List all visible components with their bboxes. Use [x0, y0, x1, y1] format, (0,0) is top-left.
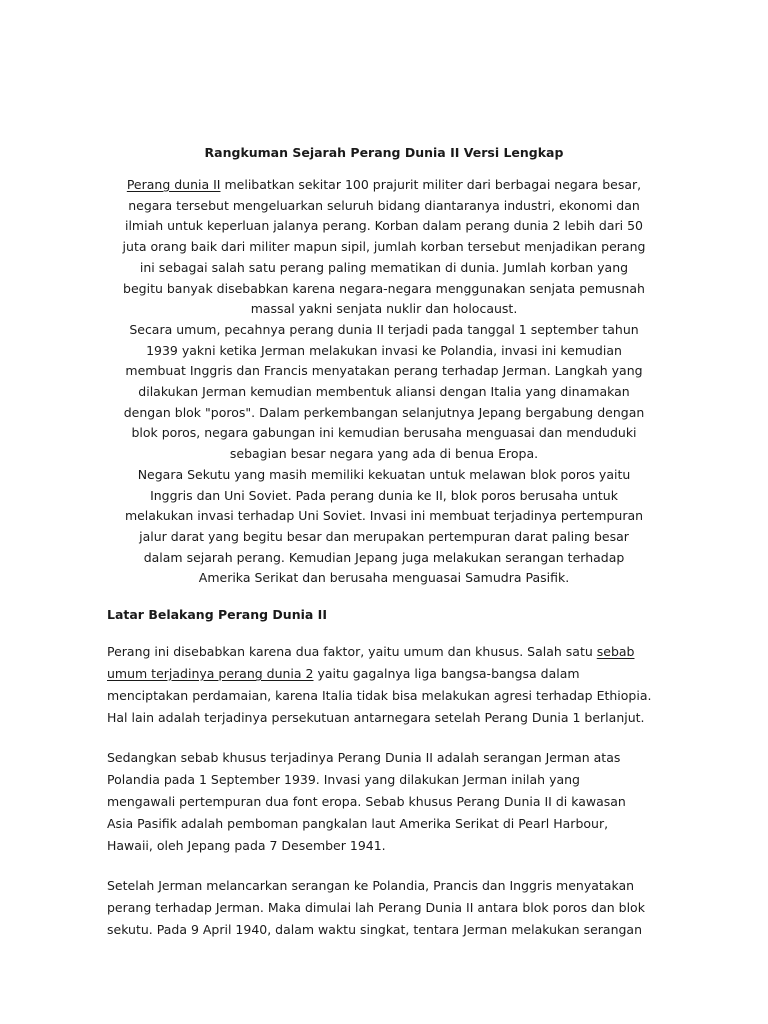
section-paragraph-1-text-b: yaitu gagalnya liga bangsa-bangsa dalam menciptakan perdamaian, karena Italia tidak bisa melakukan agresi terhadap Ethiopia. Hal lain adalah terjadinya persekutuan antarnegara setelah Perang Dunia 1 berlanjut.	[107, 666, 652, 726]
intro-paragraph-2: Secara umum, pecahnya perang dunia II terjadi pada tanggal 1 september tahun 1939 yakni ketika Jerman melakukan invasi ke Polandia, invasi ini kemudian membuat Inggris dan Francis menyatakan perang terhadap Jerman. Langkah yang dilakukan Jerman kemudian membentuk aliansi dengan Italia yang dinamakan dengan blok "poros". Dalam perkembangan selanjutnya Jepang bergabung dengan blok poros, negara gabungan ini kemudian berusaha menguasai dan menduduki sebagian besar negara yang ada di benua Eropa.	[123, 321, 645, 462]
sebab-umum-link[interactable]: sebab umum terjadinya perang dunia 2	[107, 644, 635, 682]
section-paragraph-1	[107, 641, 652, 729]
intro-block	[119, 175, 649, 589]
section-paragraph-2: Sedangkan sebab khusus terjadinya Perang Dunia II adalah serangan Jerman atas Polandia pada 1 September 1939. Invasi yang dilakukan Jerman inilah yang mengawali pertempuran dua font eropa. Sebab khusus Perang Dunia II di kawasan Asia Pasifik adalah pemboman pangkalan laut Amerika Serikat di Pearl Harbour, Hawaii, oleh Jepang pada 7 Desember 1941.	[107, 750, 626, 854]
section-heading: Latar Belakang Perang Dunia II	[107, 607, 327, 623]
section-paragraph-3: Setelah Jerman melancarkan serangan ke Polandia, Prancis dan Inggris menyatakan perang terhadap Jerman. Maka dimulai lah Perang Dunia II antara blok poros dan blok sekutu. Pada 9 April 1940, dalam waktu singkat, tentara Jerman melakukan serangan	[107, 878, 645, 938]
perang-dunia-ii-link[interactable]: Perang dunia II	[126, 177, 221, 192]
intro-paragraph-1	[119, 175, 649, 320]
section-paragraph-1-text-a: Perang ini disebabkan karena dua faktor, yaitu umum dan khusus. Salah satu	[107, 644, 597, 660]
section-body	[107, 641, 652, 941]
intro-paragraph-3: Negara Sekutu yang masih memiliki kekuatan untuk melawan blok poros yaitu Inggris dan Uni Soviet. Pada perang dunia ke II, blok poros berusaha untuk melakukan invasi terhadap Uni Soviet. Invasi ini membuat terjadinya pertempuran jalur darat yang begitu besar dan merupakan pertempuran darat paling besar dalam sejarah perang. Kemudian Jepang juga melakukan serangan terhadap Amerika Serikat dan berusaha menguasai Samudra Pasifik.	[124, 466, 644, 586]
intro-paragraph-1-text: melibatkan sekitar 100 prajurit militer dari berbagai negara besar, negara tersebut mengeluarkan seluruh bidang diantaranya industri, ekonomi dan ilmiah untuk keperluan jalanya perang. Korban dalam perang dunia 2 lebih dari 50 juta orang baik dari militer mapun sipil, jumlah korban tersebut menjadikan perang ini sebagai salah satu perang paling mematikan di dunia. Jumlah korban yang begitu banyak disebabkan karena negara-negara menggunakan senjata pemusnah massal yakni senjata nuklir dan holocaust.	[122, 177, 646, 317]
document-title: Rangkuman Sejarah Perang Dunia II Versi Lengkap	[204, 145, 564, 160]
